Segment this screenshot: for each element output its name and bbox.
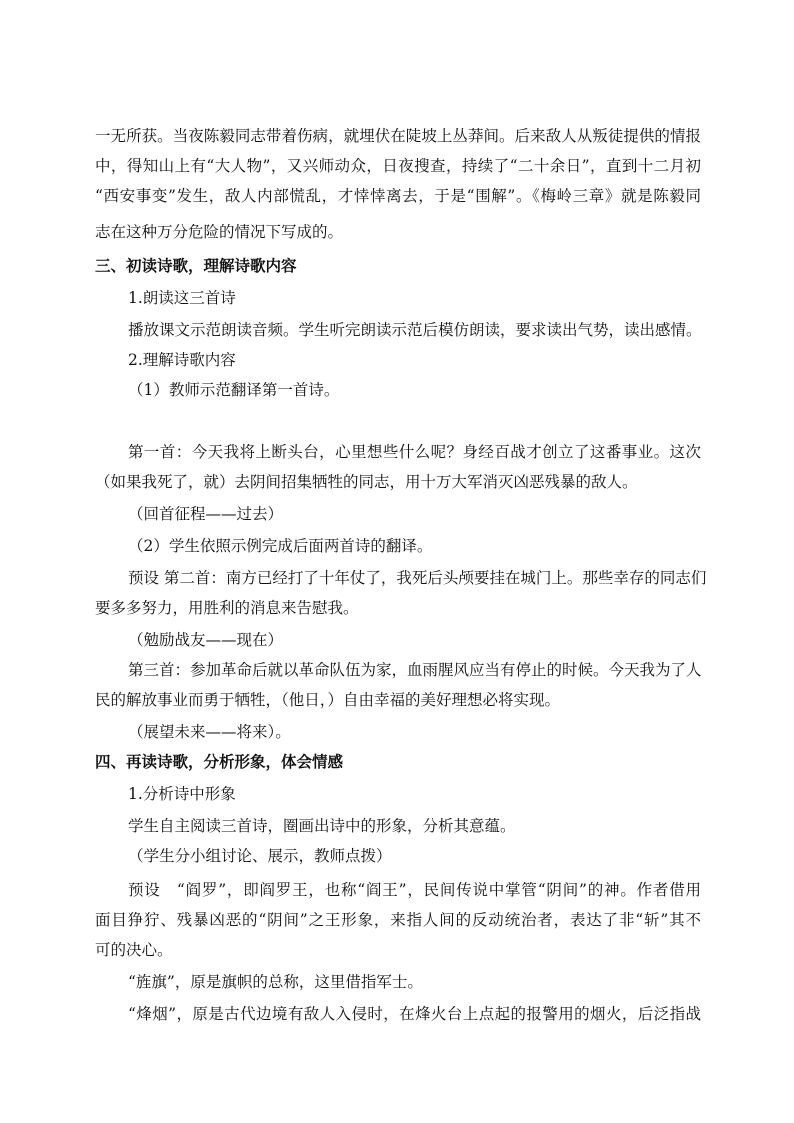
poem2-note: （勉励战友——现在） — [128, 631, 284, 649]
preset-line-2: 面目狰狞、残暴凶恶的“阴间”之王形象，来指人间的反动统治者，表达了非“斩”其不 — [95, 911, 701, 929]
poem1-line-1: 第一首：今天我将上断头台，心里想些什么呢？身经百战才创立了这番事业。这次 — [128, 443, 701, 461]
poem1-note: （回首征程——过去） — [128, 505, 284, 523]
section3-item1: 1.朗读这三首诗 — [128, 289, 236, 307]
section4-heading: 四、再读诗歌，分析形象，体会情感 — [95, 753, 344, 771]
section3-heading: 三、初读诗歌，理解诗歌内容 — [95, 257, 297, 275]
intro-line-3: “西安事变”发生，敌人内部慌乱，才悻悻离去，于是“围解”。《梅岭三章》就是陈毅同 — [95, 187, 701, 205]
poem2-line-2: 要多多努力，用胜利的消息来告慰我。 — [95, 599, 359, 617]
poem1-line-2: （如果我死了，就）去阴间招集牺牲的同志，用十万大军消灭凶恶残暴的敌人。 — [95, 473, 638, 491]
intro-line-4: 志在这种万分危险的情况下写成的。 — [95, 223, 344, 241]
preset-line-1: 预设 “阎罗”，即阎罗王，也称“阎王”，民间传说中掌管“阴间”的神。作者借用 — [128, 881, 701, 899]
section3-item1-text: 播放课文示范朗读音频。学生听完朗读示范后模仿朗读，要求读出气势，读出感情。 — [128, 321, 702, 339]
fengyan-line: “烽烟”，原是古代边境有敌人入侵时，在烽火台上点起的报警用的烟火，后泛指战 — [128, 1005, 701, 1023]
preset-line-3: 可的决心。 — [95, 941, 173, 959]
section3-sub2: （2）学生依照示例完成后面两首诗的翻译。 — [128, 537, 433, 555]
poem3-line-2: 民的解放事业而勇于牺牲，（他日，）自由幸福的美好理想必将实现。 — [95, 691, 561, 709]
section3-item2: 2.理解诗歌内容 — [128, 351, 236, 369]
jingqi-line: “旌旗”，原是旗帜的总称，这里借指军士。 — [128, 973, 423, 991]
poem3-line-1: 第三首：参加革命后就以革命队伍为家，血雨腥风应当有停止的时候。今天我为了人 — [128, 661, 702, 679]
intro-line-2: 中，得知山上有“大人物”，又兴师动众，日夜搜查，持续了“二十余日”，直到十二月初 — [95, 157, 701, 175]
poem2-line-1: 预设 第二首：南方已经打了十年仗了，我死后头颅要挂在城门上。那些幸存的同志们 — [128, 569, 707, 587]
section3-sub1: （1）教师示范翻译第一首诗。 — [128, 381, 340, 399]
section4-item1: 1.分析诗中形象 — [128, 785, 236, 803]
intro-line-1: 一无所获。当夜陈毅同志带着伤病，就埋伏在陡坡上丛莽间。后来敌人从叛徒提供的情报 — [95, 127, 701, 145]
section4-item1-note: （学生分小组讨论、展示，教师点拨） — [128, 847, 392, 865]
section4-item1-text: 学生自主阅读三首诗，圈画出诗中的形象，分析其意蕴。 — [128, 817, 516, 835]
poem3-note: （展望未来——将来）。 — [128, 723, 291, 741]
